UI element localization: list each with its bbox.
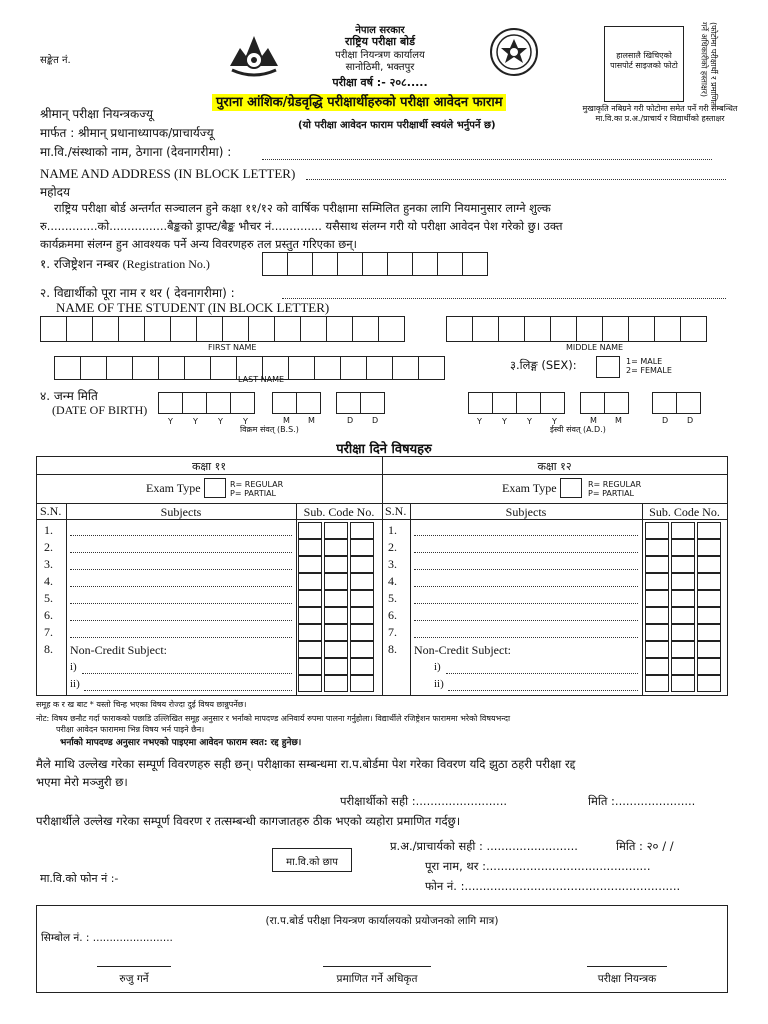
subject-11-row-5[interactable] — [70, 603, 292, 604]
sex-female-option: 2= FEMALE — [626, 366, 672, 375]
right-sn-rule — [410, 503, 411, 695]
sn-header-11: S.N. — [40, 504, 62, 518]
subject-12-row-5[interactable] — [414, 603, 638, 604]
via-principal: मार्फत : श्रीमान् प्रधानाध्यापक/प्राचार्यज्यू — [40, 126, 214, 140]
name-address-en-label: NAME AND ADDRESS (IN BLOCK LETTER) — [40, 166, 296, 181]
regular-option-11: R= REGULAR — [230, 480, 284, 489]
exam-type-input-12[interactable] — [560, 478, 582, 498]
subject-12-row-7[interactable] — [414, 637, 638, 638]
last-name-caption: LAST NAME — [238, 375, 285, 384]
photo-instruction: मुखाकृति नबिग्रने गरी फोटोमा समेत पर्ने गरी सम्बन्धित मा.वि.का प्र.अ./प्राचार्य र विद्यार्थीको हस्ताक्षर — [582, 104, 738, 124]
dob-ad-caption-m2: M — [615, 416, 622, 425]
code-grid-12[interactable] — [645, 522, 721, 692]
reference-number-label: सङ्केत नं. — [40, 55, 71, 66]
dob-ad-caption-d1: D — [662, 416, 669, 425]
registration-label: १. रजिष्ट्रेशन नम्बर (Registration No.) — [40, 257, 210, 271]
photo-box-label: हालसालै खिचिएको पासपोर्ट साइजको फोटो — [610, 51, 678, 71]
first-name-boxes[interactable] — [40, 316, 404, 342]
subjects-header-12: Subjects — [505, 505, 547, 519]
controller-signature-line[interactable] — [587, 966, 667, 967]
first-name-caption: FIRST NAME — [208, 343, 257, 352]
left-sn-rule — [66, 503, 67, 695]
left-code-rule — [296, 503, 297, 695]
student-signature[interactable]: परीक्षार्थीको सही :......................... — [340, 794, 508, 808]
name-address-en-input[interactable] — [306, 179, 726, 180]
application-text-line2: रु..............को................बैङ्कको ड्राफ्ट/बैङ्क भौचर नं.............. यसैसाथ संलग्न गरी यो परीक्षा आवेदन पेश गरेको छु। उक्त — [40, 219, 563, 233]
board-name: राष्ट्रिय परीक्षा बोर्ड — [344, 35, 415, 48]
dob-label-en: (DATE OF BIRTH) — [52, 403, 148, 417]
form-title: पुराना आंशिक/ग्रेडवृद्धि परीक्षार्थीहरुको परीक्षा आवेदन फाराम — [212, 96, 506, 111]
subject-12-row-4[interactable] — [414, 586, 638, 587]
subjects-bottom-rule — [36, 695, 728, 696]
subject-11-row-7[interactable] — [70, 637, 292, 638]
application-text-line1: राष्ट्रिय परीक्षा बोर्ड अन्तर्गत सञ्चालन हुने कक्षा ११/१२ को वार्षिक परीक्षामा सम्मिलित हुनका लागि नियमानुसार लाग्ने शुल्क — [54, 201, 551, 215]
school-stamp-box[interactable] — [272, 848, 352, 872]
principal-phone[interactable]: फोन नं. :........................................................... — [425, 879, 681, 893]
non-credit-ii-12-input[interactable] — [448, 690, 638, 691]
exam-year: परीक्षा वर्ष :- २०८..... — [332, 76, 428, 89]
note-no-different-subject: परीक्षा आवेदन फाराममा भिन्न विषय भर्न पाइने छैन। — [56, 725, 205, 734]
government-label: नेपाल सरकार — [355, 25, 405, 36]
certification-text: परीक्षार्थीले उल्लेख गरेका सम्पूर्ण विवरण र तत्सम्बन्धी कागजातहरु ठीक भएको व्यहोरा प्रमाणित गर्दछु। — [36, 814, 461, 828]
student-sign-date[interactable]: मिति :...................... — [588, 794, 696, 808]
subject-11-row-2[interactable] — [70, 552, 292, 553]
dob-ad-day-boxes[interactable] — [652, 392, 700, 414]
dob-bs-month-boxes[interactable] — [272, 392, 320, 414]
subjects-heading: परीक्षा दिने विषयहरु — [336, 442, 432, 457]
nepal-emblem-icon — [226, 28, 282, 78]
partial-option-12: P= PARTIAL — [588, 489, 635, 498]
addressee: श्रीमान् परीक्षा नियन्त्रकज्यू — [40, 107, 154, 121]
dob-bs-caption-m2: M — [308, 416, 315, 425]
note-group-selection: समूह क र ख बाट * यस्तो चिन्ह भएका विषय रोज्दा दुई विषय छान्नुपर्नेछ। — [36, 700, 247, 709]
dob-ad-caption-d2: D — [687, 416, 694, 425]
note-subject-selection: नोट: विषय छनौट गर्दा फाराकको पछाडि उल्लिखित समूह अनुसार र भर्नाको मापदण्ड अनिवार्य रुपमा पालना गर्नुहोला। विद्यार्थीले रजिष्ट्रेशन फाराममा भरेको विषयभन्दा — [36, 714, 511, 723]
registration-number-boxes[interactable] — [262, 252, 487, 276]
subject-11-row-1[interactable] — [70, 535, 292, 536]
non-credit-ii-11-input[interactable] — [84, 690, 292, 691]
non-credit-i-11: i) — [70, 661, 77, 673]
office-name: परीक्षा नियन्त्रण कार्यालय — [335, 50, 425, 61]
office-use-title: (रा.प.बोर्ड परीक्षा नियन्त्रण कार्यालयको प्रयोजनको लागि मात्र) — [265, 915, 499, 927]
form-subtitle: (यो परीक्षा आवेदन फाराम परीक्षार्थी स्वयंले भर्नुपर्ने छ) — [298, 120, 496, 131]
school-stamp-label: मा.वि.को छाप — [286, 857, 338, 868]
code-header-12: Sub. Code No. — [649, 505, 720, 519]
declaration-line2: भएमा मेरो मञ्जुरी छ। — [36, 775, 128, 789]
checked-by-label: रुजु गर्ने — [119, 973, 149, 985]
office-use-section — [36, 905, 728, 993]
principal-sign-date[interactable]: मिति : २० / / — [616, 839, 674, 853]
controller-label: परीक्षा नियन्त्रक — [597, 973, 657, 985]
principal-fullname[interactable]: पूरा नाम, थर :............................................. — [425, 859, 651, 873]
board-logo-icon — [490, 28, 538, 76]
dob-ad-caption-y1: Y — [477, 417, 482, 426]
salutation: महोदय — [40, 185, 70, 199]
subjects-header-11: Subjects — [160, 505, 202, 519]
dob-ad-month-boxes[interactable] — [580, 392, 628, 414]
subject-12-row-3[interactable] — [414, 569, 638, 570]
exam-type-label-11: Exam Type — [146, 481, 201, 495]
school-phone-label[interactable]: मा.वि.को फोन नं :- — [40, 872, 119, 885]
non-credit-label-12: Non-Credit Subject: — [414, 643, 511, 657]
dob-ad-caption-m1: M — [590, 416, 597, 425]
subject-11-row-4[interactable] — [70, 586, 292, 587]
dob-bs-caption-d1: D — [347, 416, 354, 425]
student-name-en-label: NAME OF THE STUDENT (IN BLOCK LETTER) — [56, 300, 330, 315]
verified-by-signature-line[interactable] — [323, 966, 431, 967]
note-auto-cancel: भर्नाको मापदण्ड अनुसार नभएको पाइएमा आवेदन फाराम स्वत: रद्द हुनेछ। — [60, 738, 302, 748]
exam-type-label-12: Exam Type — [502, 481, 557, 495]
student-name-label: २. विद्यार्थीको पूरा नाम र थर ( देवनागरीमा) : — [40, 286, 235, 300]
non-credit-i-12: i) — [434, 661, 441, 673]
dob-bs-caption-y1: Y — [168, 417, 173, 426]
table-middle-rule — [382, 456, 383, 695]
table-right-rule — [727, 456, 728, 695]
application-text-line3: कार्यक्रममा संलग्न हुन आवश्यक पर्ने अन्य विवरणहरु तल प्रस्तुत गरिएका छन्। — [40, 237, 357, 251]
dob-ad-caption-y4: Y — [552, 417, 557, 426]
dob-bs-caption-d2: D — [372, 416, 379, 425]
non-credit-label-11: Non-Credit Subject: — [70, 643, 167, 657]
non-credit-ii-11: ii) — [70, 678, 80, 690]
partial-option-11: P= PARTIAL — [230, 489, 277, 498]
subject-11-row-3[interactable] — [70, 569, 292, 570]
dob-bs-day-boxes[interactable] — [336, 392, 384, 414]
dob-ad-caption-y2: Y — [502, 417, 507, 426]
sn-header-12: S.N. — [385, 504, 407, 518]
code-grid-11[interactable] — [298, 522, 374, 692]
ad-label: ईस्वी संवत् (A.D.) — [550, 425, 606, 434]
non-credit-i-11-input[interactable] — [82, 673, 292, 674]
subject-11-row-6[interactable] — [70, 620, 292, 621]
sn-list-12: 1. 2. 3. 4. 5. 6. 7. 8. — [388, 523, 397, 656]
middle-name-caption: MIDDLE NAME — [566, 343, 624, 352]
sex-label: ३.लिङ्ग (SEX): — [510, 358, 577, 372]
dob-label-np: ४. जन्म मिति — [40, 389, 98, 403]
dob-bs-year-boxes[interactable] — [158, 392, 254, 414]
dob-bs-caption-m1: M — [283, 416, 290, 425]
non-credit-ii-12: ii) — [434, 678, 444, 690]
dob-bs-caption-y2: Y — [193, 417, 198, 426]
table-left-rule — [36, 456, 37, 695]
sex-input-box[interactable] — [596, 356, 620, 378]
dob-ad-year-boxes[interactable] — [468, 392, 564, 414]
dob-ad-caption-y3: Y — [527, 417, 532, 426]
sex-male-option: 1= MALE — [626, 357, 663, 366]
checked-by-signature-line[interactable] — [97, 966, 171, 967]
non-credit-i-12-input[interactable] — [446, 673, 638, 674]
class11-header: कक्षा ११ — [191, 460, 227, 473]
subject-12-row-1[interactable] — [414, 535, 638, 536]
regular-option-12: R= REGULAR — [588, 480, 642, 489]
dob-bs-caption-y4: Y — [243, 417, 248, 426]
code-header-11: Sub. Code No. — [303, 505, 375, 519]
right-code-rule — [642, 503, 643, 695]
school-name-input[interactable] — [262, 159, 712, 160]
dob-bs-caption-y3: Y — [218, 417, 223, 426]
school-name-label: मा.वि./संस्थाको नाम, ठेगाना (देवनागरीमा) : — [40, 145, 232, 159]
office-location: सानोठिमी, भक्तपुर — [345, 62, 415, 73]
subject-12-row-6[interactable] — [414, 620, 638, 621]
subject-12-row-2[interactable] — [414, 552, 638, 553]
sn-list-11: 1. 2. 3. 4. 5. 6. 7. 8. — [44, 523, 53, 656]
verified-by-label: प्रमाणित गर्ने अधिकृत — [336, 973, 418, 985]
class12-header: कक्षा १२ — [537, 460, 572, 473]
student-name-np-input[interactable] — [282, 298, 726, 299]
principal-signature[interactable]: प्र.अ./प्राचार्यको सही : ......................... — [390, 839, 578, 853]
symbol-number-field[interactable]: सिम्बोल नं. : ........................ — [41, 932, 173, 944]
declaration-line1: मैले माथि उल्लेख गरेका सम्पूर्ण विवरणहरु सही छन्। परीक्षाका सम्बन्धमा रा.प.बोर्डमा पेश गरेका विवरण यदि झुठा ठहरी परीक्षा रद्द — [36, 757, 576, 771]
bs-label: विक्रम संवत् (B.S.) — [240, 425, 299, 434]
photo-side-note: (फोटोमा परीक्षार्थी र प्रमाणित गर्ने अधिकारीको हस्ताक्षर) — [699, 22, 718, 106]
middle-name-boxes[interactable] — [446, 316, 706, 342]
exam-type-input-11[interactable] — [204, 478, 226, 498]
photo-box[interactable] — [604, 26, 684, 102]
